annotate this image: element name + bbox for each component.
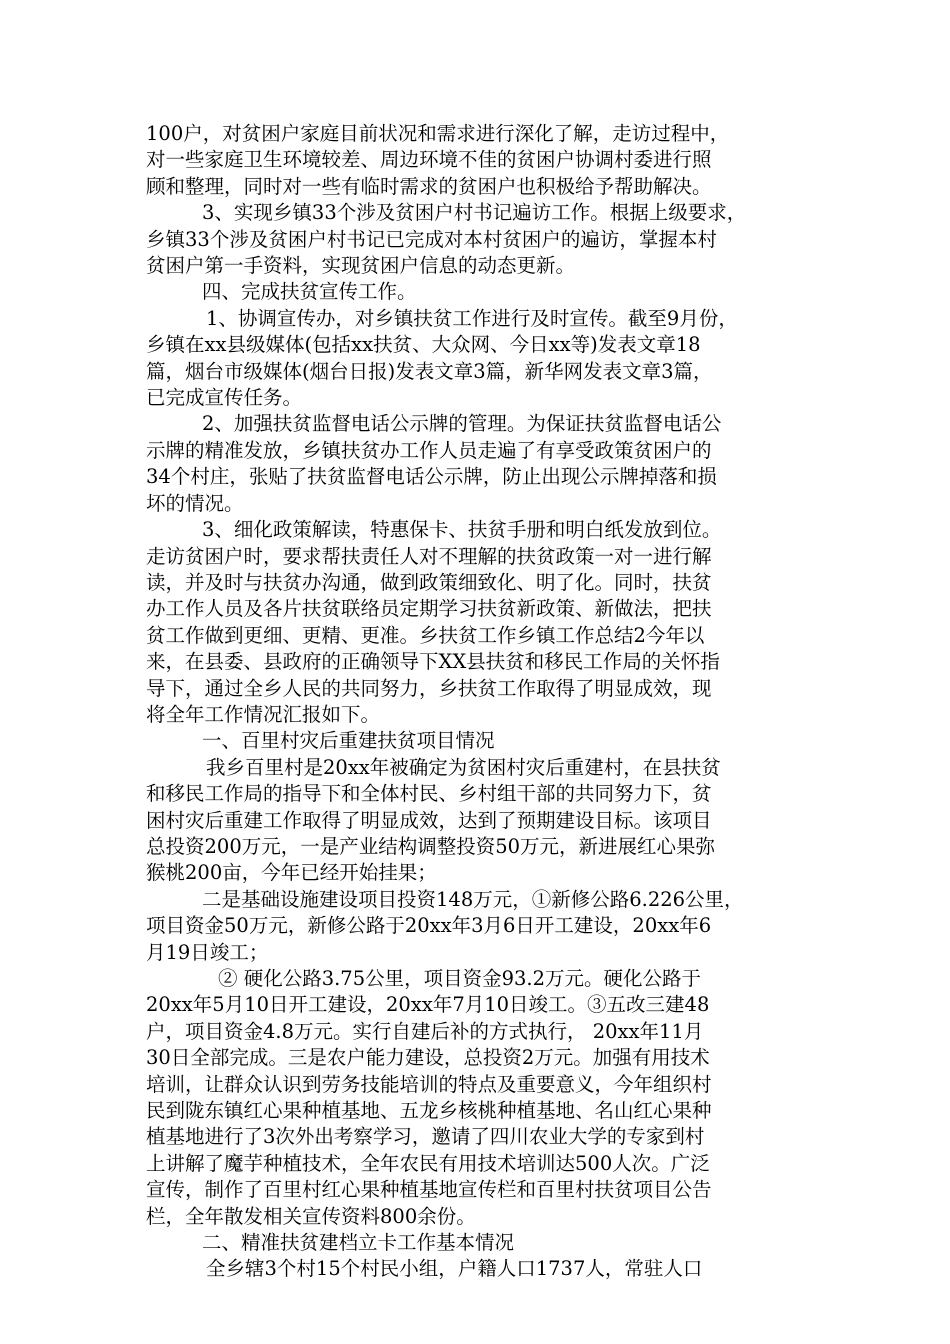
text-line: 读，并及时与扶贫办沟通，做到政策细致化、明了化。同时，扶贫 — [146, 570, 712, 594]
text-line: 办工作人员及各片扶贫联络员定期学习扶贫新政策、新做法，把扶 — [146, 597, 712, 621]
text-line: 困村灾后重建工作取得了明显成效，达到了预期建设目标。该项目 — [146, 808, 712, 832]
text-line: 1、协调宣传办，对乡镇扶贫工作进行及时宣传。截至9月份， — [206, 306, 738, 330]
text-line: 上讲解了魔芋种植技术，全年农民有用技术培训达500人次。广泛 — [146, 1151, 710, 1175]
text-line: 一、百里村灾后重建扶贫项目情况 — [202, 729, 495, 753]
text-line: 2、加强扶贫监督电话公示牌的管理。为保证扶贫监督电话公 — [202, 412, 722, 436]
text-line: 培训，让群众认识到劳务技能培训的特点及重要意义，今年组织村 — [146, 1072, 712, 1096]
text-line: 和移民工作局的指导下和全体村民、乡村组干部的共同努力下，贫 — [146, 782, 712, 806]
text-line: 总投资200万元，一是产业结构调整投资50万元，新进展红心果弥 — [146, 834, 716, 858]
text-line: 四、完成扶贫宣传工作。 — [202, 280, 417, 304]
text-line: 来，在县委、县政府的正确领导下XX县扶贫和移民工作局的关怀指 — [146, 650, 720, 674]
text-line: 将全年工作情况汇报如下。 — [146, 702, 381, 726]
text-line: 已完成宣传任务。 — [146, 386, 303, 410]
text-line: 我乡百里村是20xx年被确定为贫困村灾后重建村，在县扶贫 — [206, 755, 721, 779]
text-line: 项目资金50万元，新修公路于20xx年3月6日开工建设，20xx年6 — [146, 914, 712, 938]
text-line: 100户，对贫困户家庭目前状况和需求进行深化了解，走访过程中， — [146, 122, 730, 145]
document-body — [146, 121, 806, 1283]
text-line: 篇，烟台市级媒体(烟台日报)发表文章3篇，新华网发表文章3篇， — [146, 359, 713, 383]
text-line: 乡镇33个涉及贫困户村书记已完成对本村贫困户的遍访，掌握本村 — [146, 227, 717, 251]
text-line: 二是基础设施建设项目投资148万元，①新修公路6.226公里， — [202, 887, 744, 911]
text-line: 月19日竣工； — [146, 940, 269, 964]
text-line: 顾和整理，同时对一些有临时需求的贫困户也积极给予帮助解决。 — [146, 174, 712, 198]
text-line: 贫困户第一手资料，实现贫困户信息的动态更新。 — [146, 254, 576, 278]
text-line: 20xx年5月10日开工建设，20xx年7月10日竣工。③五改三建48 — [146, 993, 710, 1017]
text-line: 示牌的精准发放，乡镇扶贫办工作人员走遍了有享受政策贫困户的 — [146, 438, 712, 462]
text-line: 3、细化政策解读，特惠保卡、扶贫手册和明白纸发放到位。 — [202, 518, 722, 542]
text-line: 对一些家庭卫生环境较差、周边环境不佳的贫困户协调村委进行照 — [146, 148, 712, 172]
text-line: 全乡辖3个村15个村民小组，户籍人口1737人，常驻人口 — [206, 1257, 703, 1281]
text-line: 走访贫困户时，要求帮扶责任人对不理解的扶贫政策一对一进行解 — [146, 544, 712, 568]
text-line: 贫工作做到更细、更精、更准。乡扶贫工作乡镇工作总结2今年以 — [146, 623, 705, 647]
text-line: 户，项目资金4.8万元。实行自建后补的方式执行， 20xx年11月 — [146, 1019, 704, 1043]
text-line: 栏，全年散发相关宣传资料800余份。 — [146, 1204, 476, 1228]
text-line: 二、精准扶贫建档立卡工作基本情况 — [202, 1231, 515, 1255]
text-line: 坏的情况。 — [146, 491, 244, 515]
text-line: 宣传，制作了百里村红心果种植基地宣传栏和百里村扶贫项目公告 — [146, 1178, 712, 1202]
text-line: ② 硬化公路3.75公里，项目资金93.2万元。硬化公路于 — [218, 967, 702, 990]
text-line: 34个村庄，张贴了扶贫监督电话公示牌，防止出现公示牌掉落和损 — [146, 465, 717, 489]
text-line: 乡镇在xx县级媒体(包括xx扶贫、大众网、今日xx等)发表文章18 — [146, 333, 701, 357]
text-line: 植基地进行了3次外出考察学习，邀请了四川农业大学的专家到村 — [146, 1125, 705, 1149]
text-line: 民到陇东镇红心果种植基地、五龙乡核桃种植基地、名山红心果种 — [146, 1099, 712, 1123]
text-line: 猴桃200亩，今年已经开始挂果； — [146, 861, 437, 885]
text-line: 导下，通过全乡人民的共同努力，乡扶贫工作取得了明显成效，现 — [146, 676, 712, 700]
text-line: 30日全部完成。三是农户能力建设，总投资2万元。加强有用技术 — [146, 1046, 710, 1070]
text-line: 3、实现乡镇33个涉及贫困户村书记遍访工作。根据上级要求， — [202, 201, 747, 225]
